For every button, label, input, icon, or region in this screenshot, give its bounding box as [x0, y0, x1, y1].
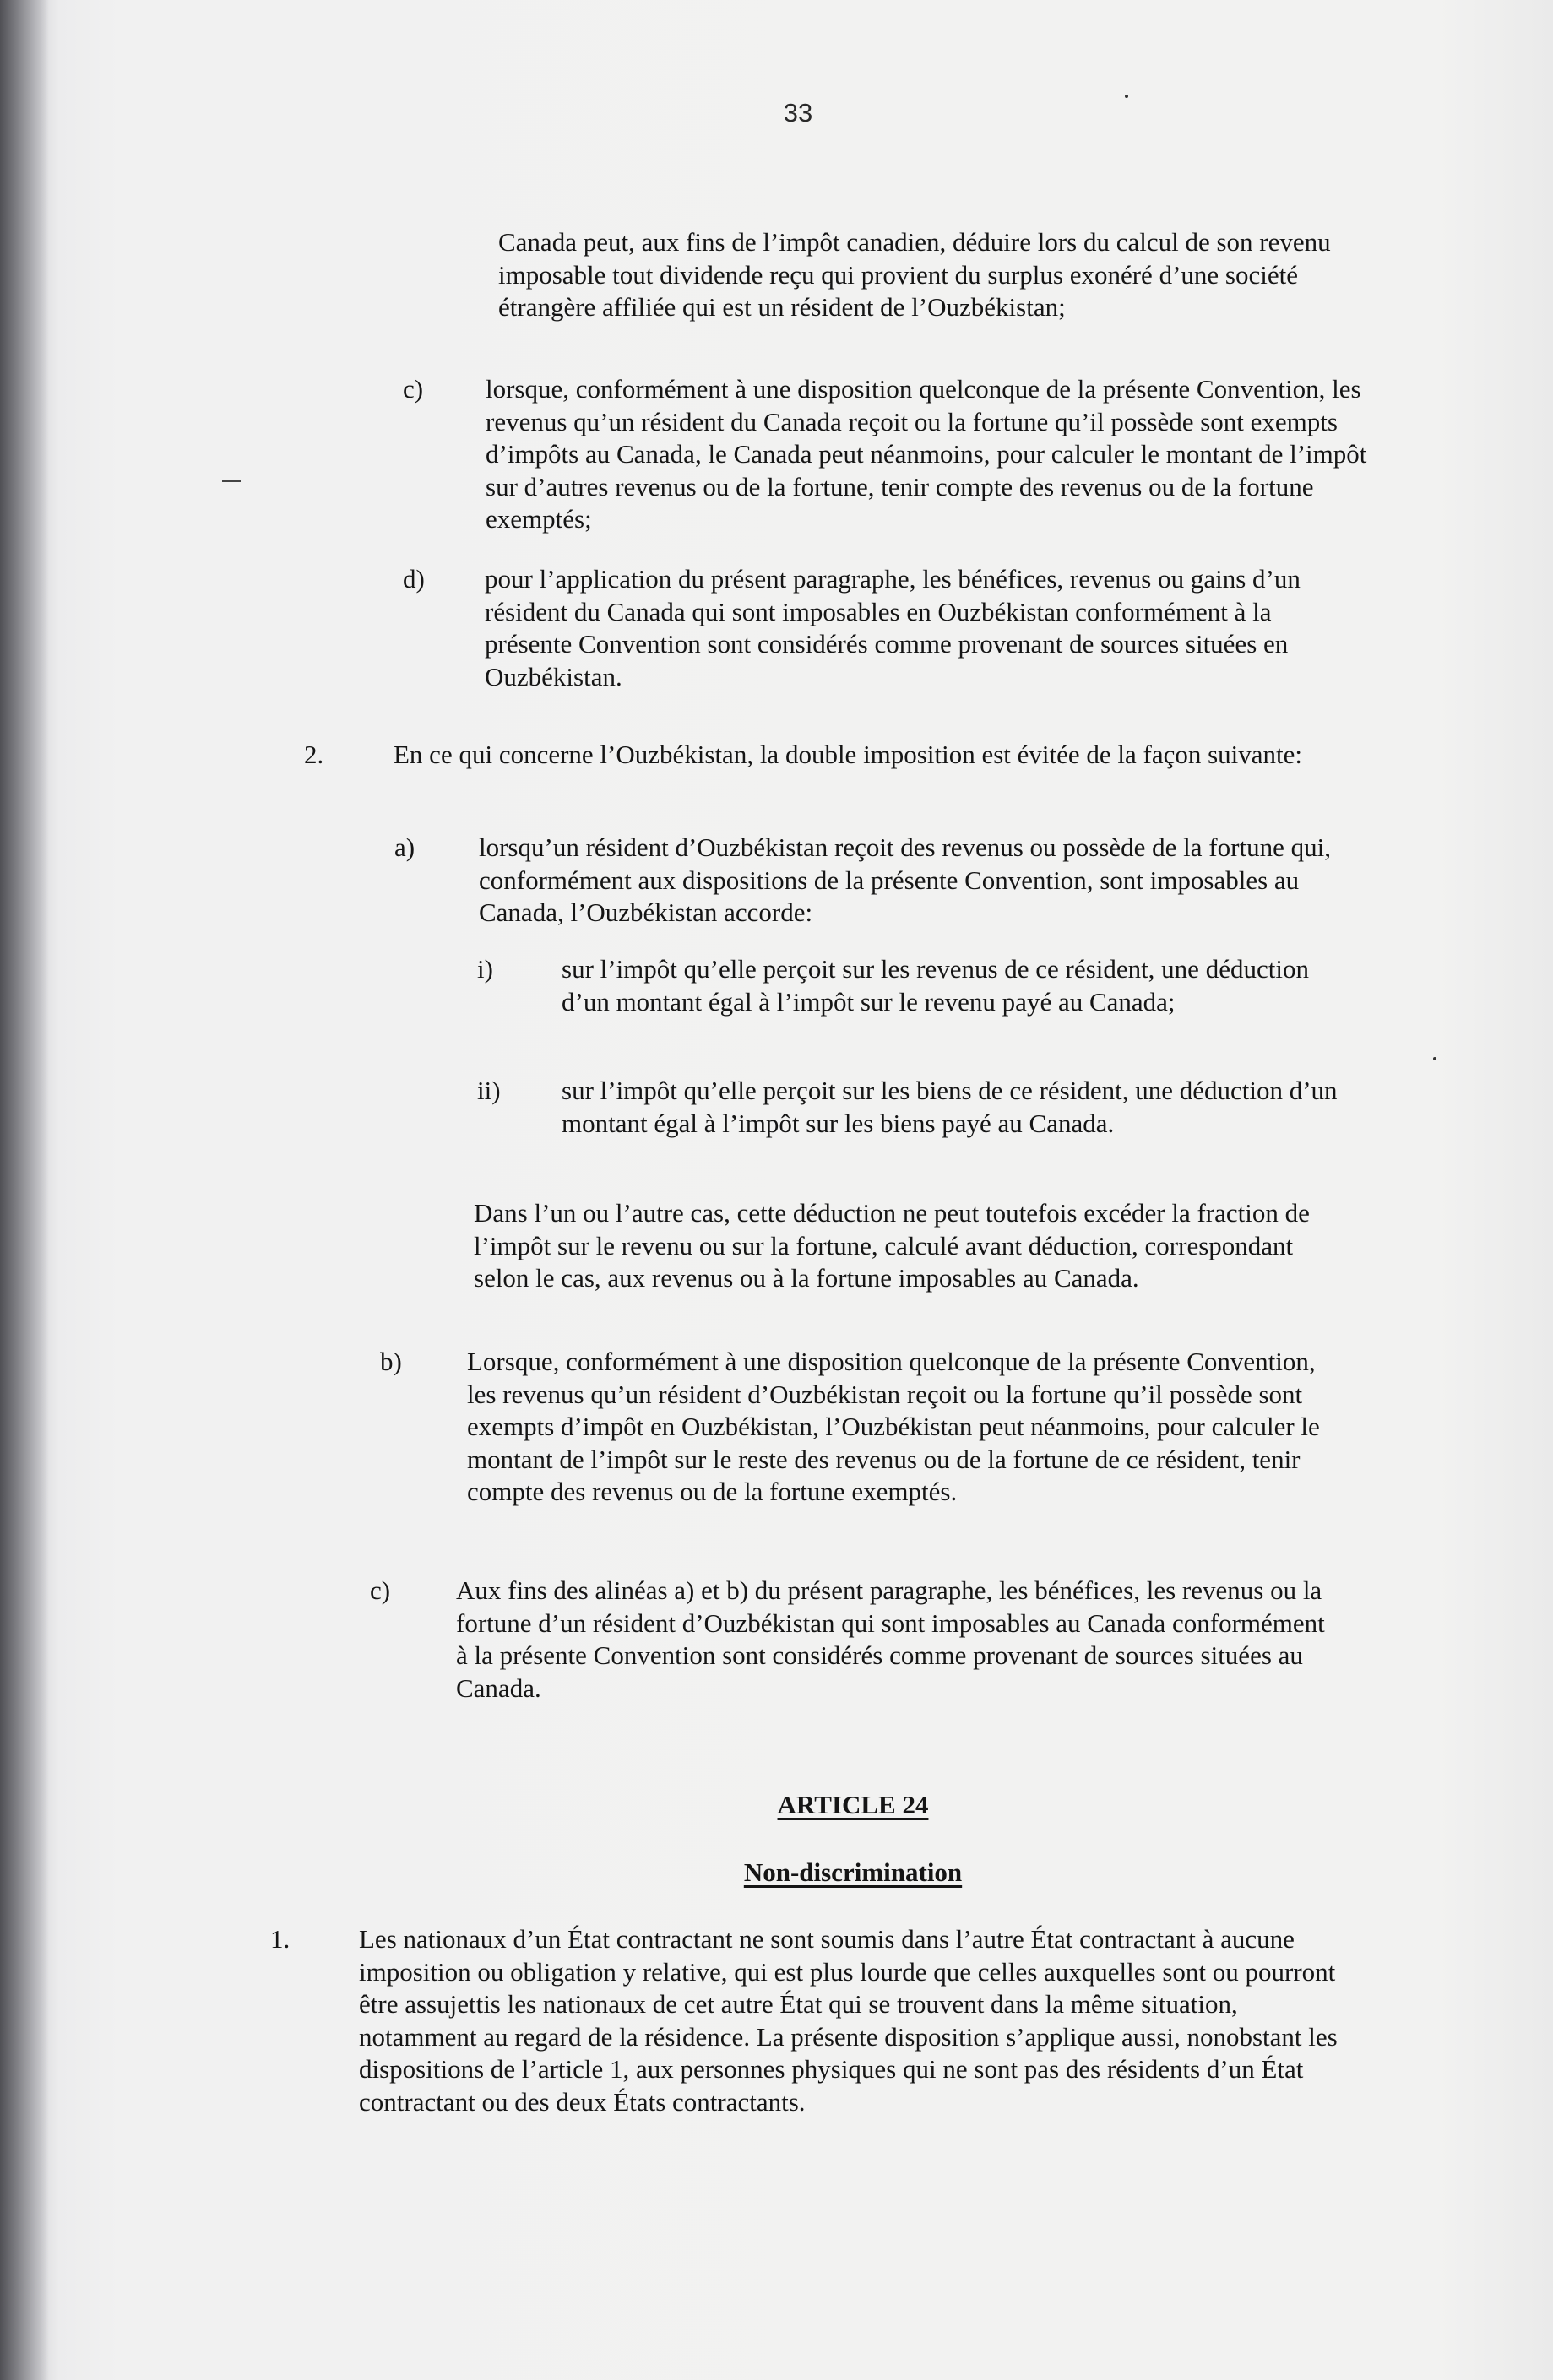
article23-intro-continuation: Canada peut, aux fins de l’impôt canadien, déduire lors du calcul de son revenu imposable tout dividende reçu qui provient du surplus exonéré d’une société étrangère affiliée qui est un résident de l’Ouzbékistan; — [498, 227, 1331, 322]
para2-intro: En ce qui concerne l’Ouzbékistan, la double imposition est évitée de la façon suivante: — [394, 740, 1303, 769]
para2-c-label: c) — [370, 1575, 391, 1605]
para1-c-label: c) — [403, 374, 424, 404]
para2-a-i-text: sur l’impôt qu’elle perçoit sur les revenus de ce résident, une déduction d’un montant égal à l’impôt sur le revenu payé au Canada; — [562, 954, 1309, 1017]
margin-mark — [222, 480, 241, 482]
para1-d-label: d) — [403, 564, 425, 594]
article-24-subtitle: Non-discrimination — [743, 1857, 963, 1887]
para2-a-text: lorsqu’un résident d’Ouzbékistan reçoit des revenus ou possède de la fortune qui, conformément aux dispositions de la présente Convention, sont imposables au Canada, l’Ouzbékistan accorde: — [479, 832, 1331, 927]
page-number: 33 — [783, 98, 813, 127]
para1-d-text: pour l’application du présent paragraphe, les bénéfices, revenus ou gains d’un résident du Canada qui sont imposables en Ouzbékistan conformément à la présente Convention sont considérés comme provenant de sources situées en Ouzbékistan. — [485, 564, 1301, 691]
art24-para1-number: 1. — [270, 1924, 291, 1954]
article-24-title: ARTICLE 24 — [777, 1790, 929, 1819]
art24-para1-text: Les nationaux d’un État contractant ne sont soumis dans l’autre État contractant à aucune imposition ou obligation y relative, qui est plus lourde que celles auxquelles sont ou pourront être assujettis les nationaux de cet autre État qui se trouvent dans la même situation, notamment au regard de la résidence. La présente disposition s’applique aussi, nonobstant les dispositions de l’article 1, aux personnes physiques qui ne sont pas des résidents d’un État contractant ou des deux États contractants. — [359, 1924, 1338, 2117]
para2-a-label: a) — [394, 832, 415, 862]
para2-c-text: Aux fins des alinéas a) et b) du présent paragraphe, les bénéfices, les revenus ou la fortune d’un résident d’Ouzbékistan qui sont imposables au Canada conformément à la présente Convention sont considérés comme provenant de sources situées au Canada. — [456, 1575, 1325, 1703]
para2-a-ii-text: sur l’impôt qu’elle perçoit sur les biens de ce résident, une déduction d’un montant égal à l’impôt sur les biens payé au Canada. — [562, 1076, 1338, 1138]
para2-b-text: Lorsque, conformément à une disposition quelconque de la présente Convention, les revenus qu’un résident d’Ouzbékistan reçoit ou la fortune qu’il possède sont exempts d’impôt en Ouzbékistan, l’Ouzbékistan peut néanmoins, pour calculer le montant de l’impôt sur le reste des revenus ou de la fortune de ce résident, tenir compte des revenus ou de la fortune exemptés. — [467, 1347, 1320, 1506]
scan-speck — [1433, 1057, 1436, 1060]
para2-number: 2. — [304, 740, 324, 769]
para2-b-label: b) — [380, 1347, 402, 1376]
scan-speck — [1125, 95, 1128, 98]
para1-c-text: lorsque, conformément à une disposition quelconque de la présente Convention, les revenus qu’un résident du Canada reçoit ou la fortune qu’il possède sont exempts d’impôts au Canada, le Canada peut néanmoins, pour calculer le montant de l’impôt sur d’autres revenus ou de la fortune, tenir compte des revenus ou de la fortune exemptés; — [486, 374, 1367, 534]
scan-binding-shadow — [0, 0, 49, 2380]
para2-a-i-label: i) — [477, 954, 493, 984]
para2-a-closing: Dans l’un ou l’autre cas, cette déduction ne peut toutefois excéder la fraction de l’impôt sur le revenu ou sur la fortune, calculé avant déduction, correspondant selon le cas, aux revenus ou à la fortune imposables au Canada. — [474, 1198, 1310, 1293]
para2-a-ii-label: ii) — [477, 1076, 501, 1105]
